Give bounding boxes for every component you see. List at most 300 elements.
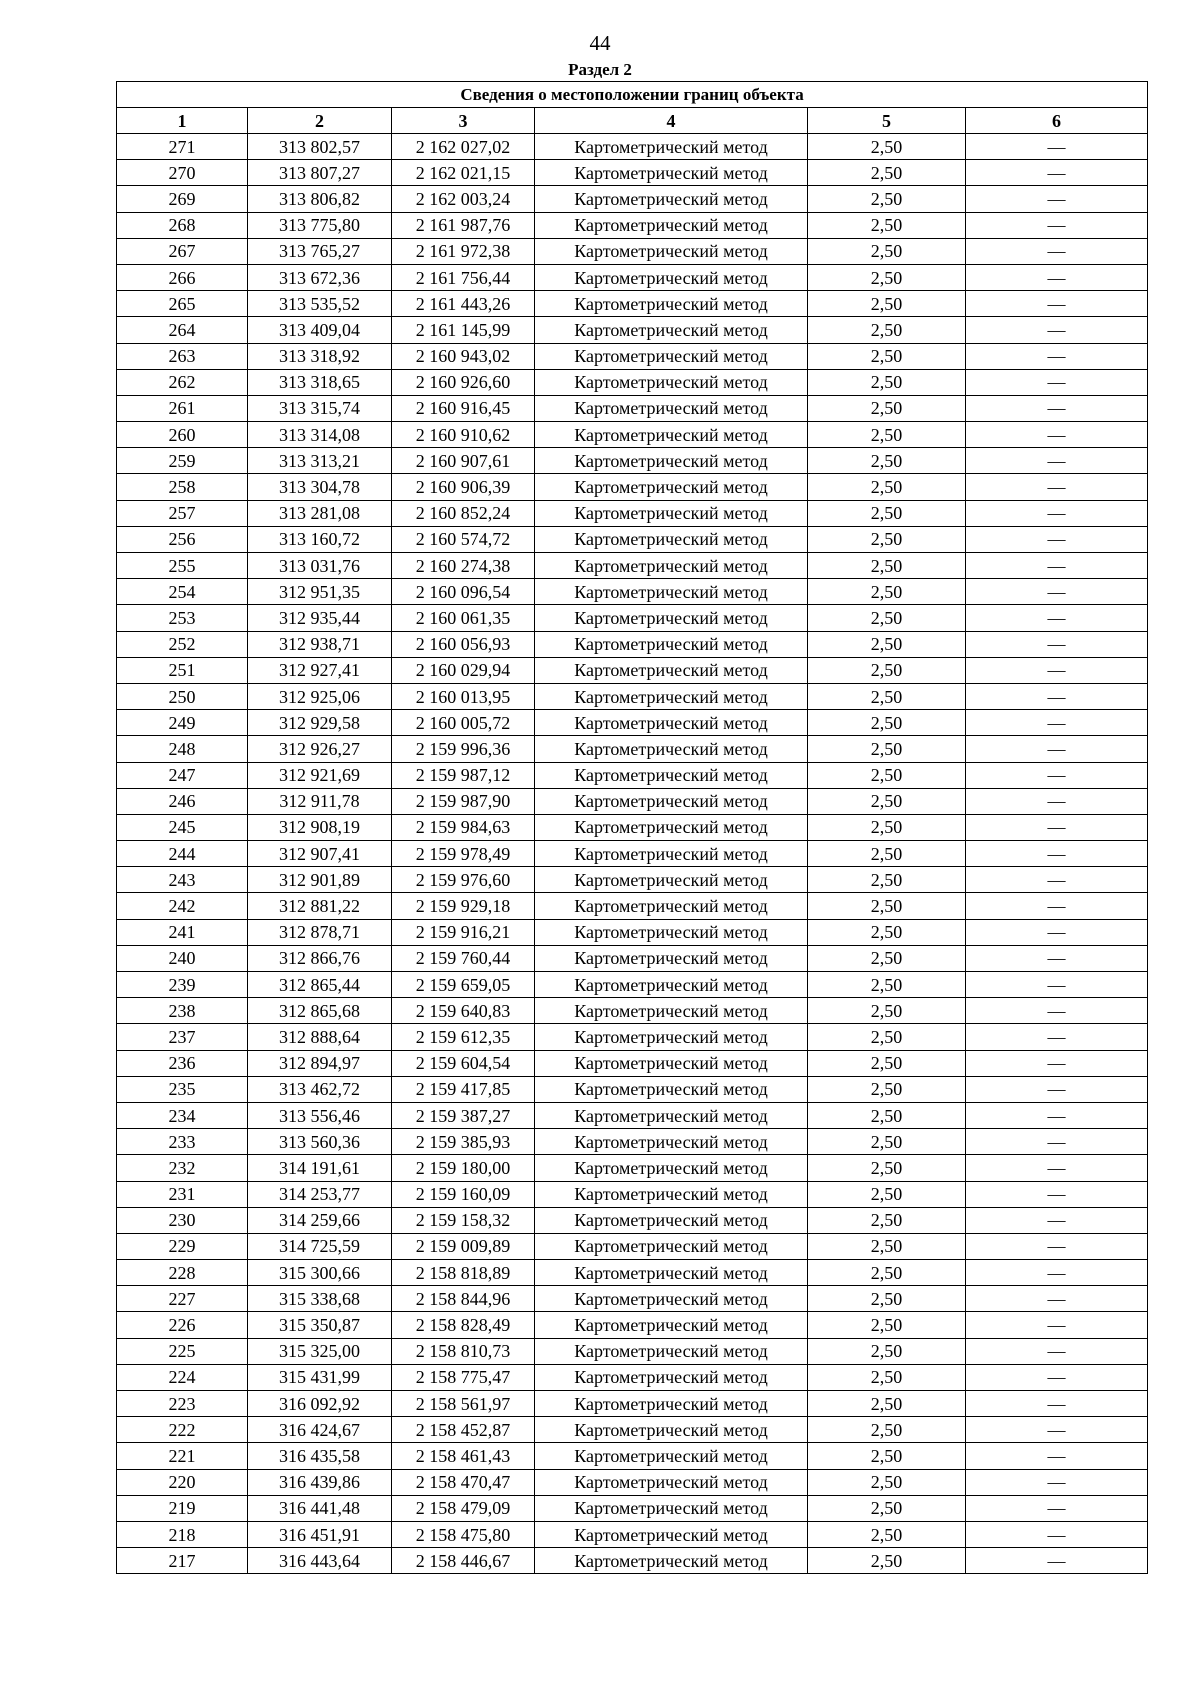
cell-coord-y: 2 160 926,60 bbox=[392, 369, 535, 395]
dash-mark: — bbox=[1047, 1131, 1066, 1152]
cell-accuracy: 2,50 bbox=[808, 212, 966, 238]
cell-accuracy: 2,50 bbox=[808, 422, 966, 448]
cell-point-number: 251 bbox=[117, 657, 248, 683]
cell-point-number: 218 bbox=[117, 1521, 248, 1547]
cell-accuracy: 2,50 bbox=[808, 1102, 966, 1128]
cell-accuracy: 2,50 bbox=[808, 998, 966, 1024]
cell-accuracy: 2,50 bbox=[808, 317, 966, 343]
cell-point-number: 258 bbox=[117, 474, 248, 500]
cell-coord-x: 312 908,19 bbox=[248, 814, 392, 840]
cell-point-number: 249 bbox=[117, 710, 248, 736]
cell-description bbox=[966, 1364, 1148, 1390]
cell-accuracy: 2,50 bbox=[808, 553, 966, 579]
table-row bbox=[117, 972, 1148, 998]
cell-description bbox=[966, 1181, 1148, 1207]
table-row bbox=[117, 631, 1148, 657]
cell-coord-y: 2 158 561,97 bbox=[392, 1391, 535, 1417]
cell-accuracy: 2,50 bbox=[808, 160, 966, 186]
table-row bbox=[117, 1233, 1148, 1259]
table-row bbox=[117, 867, 1148, 893]
dash-mark: — bbox=[1047, 319, 1066, 340]
cell-description bbox=[966, 1469, 1148, 1495]
cell-method: Картометрический метод bbox=[535, 1129, 808, 1155]
table-row bbox=[117, 1286, 1148, 1312]
table-row bbox=[117, 1024, 1148, 1050]
cell-method: Картометрический метод bbox=[535, 264, 808, 290]
cell-coord-x: 314 191,61 bbox=[248, 1155, 392, 1181]
table-row bbox=[117, 814, 1148, 840]
cell-accuracy: 2,50 bbox=[808, 1076, 966, 1102]
cell-accuracy: 2,50 bbox=[808, 134, 966, 160]
cell-description bbox=[966, 579, 1148, 605]
dash-mark: — bbox=[1047, 1053, 1066, 1074]
cell-description bbox=[966, 867, 1148, 893]
dash-mark: — bbox=[1047, 477, 1066, 498]
cell-accuracy: 2,50 bbox=[808, 395, 966, 421]
cell-point-number: 250 bbox=[117, 683, 248, 709]
cell-coord-x: 313 462,72 bbox=[248, 1076, 392, 1102]
table-row bbox=[117, 1364, 1148, 1390]
cell-accuracy: 2,50 bbox=[808, 1469, 966, 1495]
cell-description bbox=[966, 1260, 1148, 1286]
column-header-3: 3 bbox=[392, 108, 535, 134]
cell-method: Картометрический метод bbox=[535, 605, 808, 631]
cell-coord-y: 2 159 916,21 bbox=[392, 919, 535, 945]
cell-accuracy: 2,50 bbox=[808, 1443, 966, 1469]
table-row bbox=[117, 1521, 1148, 1547]
cell-accuracy: 2,50 bbox=[808, 1050, 966, 1076]
cell-method: Картометрический метод bbox=[535, 762, 808, 788]
cell-accuracy: 2,50 bbox=[808, 1129, 966, 1155]
dash-mark: — bbox=[1047, 948, 1066, 969]
cell-point-number: 224 bbox=[117, 1364, 248, 1390]
cell-accuracy: 2,50 bbox=[808, 683, 966, 709]
cell-description bbox=[966, 343, 1148, 369]
dash-mark: — bbox=[1047, 607, 1066, 628]
cell-description bbox=[966, 657, 1148, 683]
cell-coord-y: 2 160 852,24 bbox=[392, 500, 535, 526]
table-row bbox=[117, 553, 1148, 579]
cell-point-number: 259 bbox=[117, 448, 248, 474]
dash-mark: — bbox=[1047, 791, 1066, 812]
table-row bbox=[117, 998, 1148, 1024]
cell-point-number: 235 bbox=[117, 1076, 248, 1102]
cell-coord-y: 2 160 274,38 bbox=[392, 553, 535, 579]
cell-coord-y: 2 160 910,62 bbox=[392, 422, 535, 448]
dash-mark: — bbox=[1047, 1315, 1066, 1336]
cell-accuracy: 2,50 bbox=[808, 1521, 966, 1547]
cell-method: Картометрический метод bbox=[535, 1155, 808, 1181]
cell-accuracy: 2,50 bbox=[808, 1312, 966, 1338]
cell-accuracy: 2,50 bbox=[808, 1233, 966, 1259]
dash-mark: — bbox=[1047, 241, 1066, 262]
cell-coord-y: 2 159 978,49 bbox=[392, 841, 535, 867]
cell-point-number: 255 bbox=[117, 553, 248, 579]
dash-mark: — bbox=[1047, 1393, 1066, 1414]
cell-coord-y: 2 160 056,93 bbox=[392, 631, 535, 657]
cell-point-number: 234 bbox=[117, 1102, 248, 1128]
cell-coord-x: 312 901,89 bbox=[248, 867, 392, 893]
cell-coord-x: 312 938,71 bbox=[248, 631, 392, 657]
cell-point-number: 243 bbox=[117, 867, 248, 893]
cell-method: Картометрический метод bbox=[535, 1286, 808, 1312]
cell-coord-y: 2 159 760,44 bbox=[392, 945, 535, 971]
cell-point-number: 217 bbox=[117, 1548, 248, 1574]
cell-description bbox=[966, 212, 1148, 238]
cell-method: Картометрический метод bbox=[535, 841, 808, 867]
dash-mark: — bbox=[1047, 555, 1066, 576]
cell-coord-y: 2 158 775,47 bbox=[392, 1364, 535, 1390]
cell-description bbox=[966, 160, 1148, 186]
cell-coord-x: 313 765,27 bbox=[248, 238, 392, 264]
cell-method: Картометрический метод bbox=[535, 160, 808, 186]
cell-coord-y: 2 159 158,32 bbox=[392, 1207, 535, 1233]
cell-coord-x: 313 313,21 bbox=[248, 448, 392, 474]
cell-point-number: 228 bbox=[117, 1260, 248, 1286]
table-row bbox=[117, 1338, 1148, 1364]
cell-coord-x: 316 451,91 bbox=[248, 1521, 392, 1547]
cell-coord-x: 316 092,92 bbox=[248, 1391, 392, 1417]
cell-point-number: 225 bbox=[117, 1338, 248, 1364]
cell-coord-x: 312 907,41 bbox=[248, 841, 392, 867]
table-row bbox=[117, 1155, 1148, 1181]
cell-coord-x: 313 802,57 bbox=[248, 134, 392, 160]
cell-coord-x: 316 441,48 bbox=[248, 1495, 392, 1521]
cell-accuracy: 2,50 bbox=[808, 1338, 966, 1364]
cell-description bbox=[966, 1338, 1148, 1364]
cell-method: Картометрический метод bbox=[535, 893, 808, 919]
cell-coord-y: 2 160 013,95 bbox=[392, 683, 535, 709]
cell-coord-y: 2 159 929,18 bbox=[392, 893, 535, 919]
cell-point-number: 254 bbox=[117, 579, 248, 605]
table-row bbox=[117, 710, 1148, 736]
cell-description bbox=[966, 1129, 1148, 1155]
dash-mark: — bbox=[1047, 346, 1066, 367]
cell-method: Картометрический метод bbox=[535, 736, 808, 762]
cell-description bbox=[966, 238, 1148, 264]
cell-method: Картометрический метод bbox=[535, 683, 808, 709]
cell-coord-y: 2 160 005,72 bbox=[392, 710, 535, 736]
cell-coord-y: 2 160 096,54 bbox=[392, 579, 535, 605]
cell-point-number: 229 bbox=[117, 1233, 248, 1259]
cell-accuracy: 2,50 bbox=[808, 972, 966, 998]
cell-accuracy: 2,50 bbox=[808, 264, 966, 290]
dash-mark: — bbox=[1047, 660, 1066, 681]
cell-description bbox=[966, 1102, 1148, 1128]
cell-coord-x: 312 865,68 bbox=[248, 998, 392, 1024]
cell-accuracy: 2,50 bbox=[808, 1495, 966, 1521]
cell-accuracy: 2,50 bbox=[808, 762, 966, 788]
cell-coord-x: 312 878,71 bbox=[248, 919, 392, 945]
cell-coord-x: 312 881,22 bbox=[248, 893, 392, 919]
cell-coord-x: 316 443,64 bbox=[248, 1548, 392, 1574]
cell-accuracy: 2,50 bbox=[808, 736, 966, 762]
cell-coord-y: 2 160 916,45 bbox=[392, 395, 535, 421]
cell-coord-x: 312 935,44 bbox=[248, 605, 392, 631]
dash-mark: — bbox=[1047, 1419, 1066, 1440]
cell-method: Картометрический метод bbox=[535, 1521, 808, 1547]
dash-mark: — bbox=[1047, 503, 1066, 524]
dash-mark: — bbox=[1047, 712, 1066, 733]
cell-coord-x: 312 929,58 bbox=[248, 710, 392, 736]
cell-coord-x: 313 031,76 bbox=[248, 553, 392, 579]
cell-method: Картометрический метод bbox=[535, 1102, 808, 1128]
cell-point-number: 265 bbox=[117, 291, 248, 317]
cell-description bbox=[966, 683, 1148, 709]
cell-coord-x: 314 253,77 bbox=[248, 1181, 392, 1207]
cell-coord-y: 2 158 446,67 bbox=[392, 1548, 535, 1574]
cell-coord-y: 2 161 145,99 bbox=[392, 317, 535, 343]
dash-mark: — bbox=[1047, 1236, 1066, 1257]
dash-mark: — bbox=[1047, 1498, 1066, 1519]
cell-coord-y: 2 159 640,83 bbox=[392, 998, 535, 1024]
cell-coord-x: 312 926,27 bbox=[248, 736, 392, 762]
cell-coord-y: 2 158 452,87 bbox=[392, 1417, 535, 1443]
cell-description bbox=[966, 526, 1148, 552]
cell-coord-x: 312 894,97 bbox=[248, 1050, 392, 1076]
dash-mark: — bbox=[1047, 817, 1066, 838]
cell-coord-x: 313 281,08 bbox=[248, 500, 392, 526]
cell-description bbox=[966, 893, 1148, 919]
dash-mark: — bbox=[1047, 529, 1066, 550]
dash-mark: — bbox=[1047, 922, 1066, 943]
cell-method: Картометрический метод bbox=[535, 1312, 808, 1338]
column-header-4: 4 bbox=[535, 108, 808, 134]
cell-point-number: 221 bbox=[117, 1443, 248, 1469]
cell-description bbox=[966, 291, 1148, 317]
cell-description bbox=[966, 422, 1148, 448]
cell-coord-x: 316 424,67 bbox=[248, 1417, 392, 1443]
cell-coord-y: 2 158 828,49 bbox=[392, 1312, 535, 1338]
cell-point-number: 241 bbox=[117, 919, 248, 945]
cell-description bbox=[966, 919, 1148, 945]
table-row bbox=[117, 579, 1148, 605]
cell-point-number: 237 bbox=[117, 1024, 248, 1050]
cell-method: Картометрический метод bbox=[535, 369, 808, 395]
cell-description bbox=[966, 369, 1148, 395]
cell-coord-y: 2 160 907,61 bbox=[392, 448, 535, 474]
cell-coord-x: 312 888,64 bbox=[248, 1024, 392, 1050]
cell-coord-x: 313 556,46 bbox=[248, 1102, 392, 1128]
cell-description bbox=[966, 1155, 1148, 1181]
cell-method: Картометрический метод bbox=[535, 1076, 808, 1102]
cell-accuracy: 2,50 bbox=[808, 1260, 966, 1286]
cell-accuracy: 2,50 bbox=[808, 657, 966, 683]
cell-method: Картометрический метод bbox=[535, 500, 808, 526]
dash-mark: — bbox=[1047, 136, 1066, 157]
cell-method: Картометрический метод bbox=[535, 1495, 808, 1521]
cell-description bbox=[966, 448, 1148, 474]
cell-description bbox=[966, 1076, 1148, 1102]
table-row bbox=[117, 1312, 1148, 1338]
table-row bbox=[117, 395, 1148, 421]
cell-point-number: 264 bbox=[117, 317, 248, 343]
dash-mark: — bbox=[1047, 1262, 1066, 1283]
cell-method: Картометрический метод bbox=[535, 657, 808, 683]
cell-coord-x: 313 806,82 bbox=[248, 186, 392, 212]
table-row bbox=[117, 1181, 1148, 1207]
dash-mark: — bbox=[1047, 1210, 1066, 1231]
cell-coord-y: 2 159 976,60 bbox=[392, 867, 535, 893]
cell-point-number: 244 bbox=[117, 841, 248, 867]
dash-mark: — bbox=[1047, 1472, 1066, 1493]
cell-description bbox=[966, 736, 1148, 762]
cell-point-number: 240 bbox=[117, 945, 248, 971]
boundary-coordinates-table bbox=[116, 81, 1148, 1574]
cell-method: Картометрический метод bbox=[535, 1233, 808, 1259]
dash-mark: — bbox=[1047, 1105, 1066, 1126]
table-row bbox=[117, 1102, 1148, 1128]
cell-method: Картометрический метод bbox=[535, 134, 808, 160]
cell-accuracy: 2,50 bbox=[808, 343, 966, 369]
cell-point-number: 248 bbox=[117, 736, 248, 762]
cell-coord-x: 313 160,72 bbox=[248, 526, 392, 552]
cell-accuracy: 2,50 bbox=[808, 500, 966, 526]
cell-coord-y: 2 158 479,09 bbox=[392, 1495, 535, 1521]
table-row bbox=[117, 160, 1148, 186]
cell-coord-y: 2 161 756,44 bbox=[392, 264, 535, 290]
cell-coord-x: 316 435,58 bbox=[248, 1443, 392, 1469]
table-row bbox=[117, 1391, 1148, 1417]
cell-accuracy: 2,50 bbox=[808, 186, 966, 212]
cell-coord-y: 2 159 180,00 bbox=[392, 1155, 535, 1181]
cell-coord-y: 2 159 987,90 bbox=[392, 788, 535, 814]
cell-accuracy: 2,50 bbox=[808, 1548, 966, 1574]
cell-coord-x: 312 866,76 bbox=[248, 945, 392, 971]
cell-point-number: 257 bbox=[117, 500, 248, 526]
cell-method: Картометрический метод bbox=[535, 1207, 808, 1233]
cell-coord-x: 313 315,74 bbox=[248, 395, 392, 421]
cell-method: Картометрический метод bbox=[535, 448, 808, 474]
table-row bbox=[117, 788, 1148, 814]
cell-method: Картометрический метод bbox=[535, 1391, 808, 1417]
cell-coord-y: 2 159 385,93 bbox=[392, 1129, 535, 1155]
cell-accuracy: 2,50 bbox=[808, 1391, 966, 1417]
table-row bbox=[117, 422, 1148, 448]
cell-method: Картометрический метод bbox=[535, 317, 808, 343]
cell-description bbox=[966, 945, 1148, 971]
table-row bbox=[117, 369, 1148, 395]
dash-mark: — bbox=[1047, 1079, 1066, 1100]
cell-accuracy: 2,50 bbox=[808, 579, 966, 605]
cell-coord-y: 2 158 461,43 bbox=[392, 1443, 535, 1469]
cell-point-number: 227 bbox=[117, 1286, 248, 1312]
dash-mark: — bbox=[1047, 634, 1066, 655]
cell-description bbox=[966, 1233, 1148, 1259]
cell-point-number: 263 bbox=[117, 343, 248, 369]
cell-coord-y: 2 159 987,12 bbox=[392, 762, 535, 788]
cell-method: Картометрический метод bbox=[535, 553, 808, 579]
table-row bbox=[117, 1050, 1148, 1076]
table-row bbox=[117, 526, 1148, 552]
dash-mark: — bbox=[1047, 1550, 1066, 1571]
table-row bbox=[117, 212, 1148, 238]
cell-point-number: 242 bbox=[117, 893, 248, 919]
cell-accuracy: 2,50 bbox=[808, 1155, 966, 1181]
table-row bbox=[117, 683, 1148, 709]
cell-point-number: 267 bbox=[117, 238, 248, 264]
cell-coord-x: 314 725,59 bbox=[248, 1233, 392, 1259]
cell-accuracy: 2,50 bbox=[808, 1364, 966, 1390]
cell-coord-y: 2 159 604,54 bbox=[392, 1050, 535, 1076]
dash-mark: — bbox=[1047, 267, 1066, 288]
cell-coord-y: 2 159 612,35 bbox=[392, 1024, 535, 1050]
cell-point-number: 230 bbox=[117, 1207, 248, 1233]
cell-coord-x: 313 672,36 bbox=[248, 264, 392, 290]
cell-method: Картометрический метод bbox=[535, 972, 808, 998]
column-header-5: 5 bbox=[808, 108, 966, 134]
cell-description bbox=[966, 998, 1148, 1024]
cell-coord-x: 316 439,86 bbox=[248, 1469, 392, 1495]
cell-coord-x: 313 304,78 bbox=[248, 474, 392, 500]
dash-mark: — bbox=[1047, 738, 1066, 759]
cell-accuracy: 2,50 bbox=[808, 788, 966, 814]
table-row bbox=[117, 317, 1148, 343]
dash-mark: — bbox=[1047, 215, 1066, 236]
table-row bbox=[117, 238, 1148, 264]
dash-mark: — bbox=[1047, 1445, 1066, 1466]
cell-accuracy: 2,50 bbox=[808, 1024, 966, 1050]
cell-point-number: 245 bbox=[117, 814, 248, 840]
cell-description bbox=[966, 186, 1148, 212]
cell-coord-y: 2 159 984,63 bbox=[392, 814, 535, 840]
cell-coord-x: 313 314,08 bbox=[248, 422, 392, 448]
table-row bbox=[117, 134, 1148, 160]
column-header-6: 6 bbox=[966, 108, 1148, 134]
cell-method: Картометрический метод bbox=[535, 238, 808, 264]
cell-point-number: 231 bbox=[117, 1181, 248, 1207]
table-row bbox=[117, 1260, 1148, 1286]
cell-method: Картометрический метод bbox=[535, 579, 808, 605]
cell-description bbox=[966, 762, 1148, 788]
cell-method: Картометрический метод bbox=[535, 186, 808, 212]
table-row bbox=[117, 605, 1148, 631]
cell-coord-y: 2 158 818,89 bbox=[392, 1260, 535, 1286]
cell-method: Картометрический метод bbox=[535, 1469, 808, 1495]
cell-point-number: 262 bbox=[117, 369, 248, 395]
cell-accuracy: 2,50 bbox=[808, 1207, 966, 1233]
dash-mark: — bbox=[1047, 686, 1066, 707]
cell-coord-y: 2 159 417,85 bbox=[392, 1076, 535, 1102]
cell-coord-y: 2 162 027,02 bbox=[392, 134, 535, 160]
cell-coord-y: 2 159 160,09 bbox=[392, 1181, 535, 1207]
cell-method: Картометрический метод bbox=[535, 343, 808, 369]
cell-description bbox=[966, 553, 1148, 579]
dash-mark: — bbox=[1047, 1000, 1066, 1021]
cell-description bbox=[966, 814, 1148, 840]
cell-coord-x: 313 775,80 bbox=[248, 212, 392, 238]
cell-coord-x: 315 431,99 bbox=[248, 1364, 392, 1390]
table-body bbox=[117, 134, 1148, 1574]
cell-coord-y: 2 162 003,24 bbox=[392, 186, 535, 212]
cell-method: Картометрический метод bbox=[535, 1260, 808, 1286]
dash-mark: — bbox=[1047, 843, 1066, 864]
cell-method: Картометрический метод bbox=[535, 1548, 808, 1574]
dash-mark: — bbox=[1047, 188, 1066, 209]
cell-coord-y: 2 158 470,47 bbox=[392, 1469, 535, 1495]
cell-coord-x: 315 350,87 bbox=[248, 1312, 392, 1338]
table-row bbox=[117, 448, 1148, 474]
cell-coord-x: 312 925,06 bbox=[248, 683, 392, 709]
cell-coord-y: 2 160 029,94 bbox=[392, 657, 535, 683]
cell-accuracy: 2,50 bbox=[808, 841, 966, 867]
cell-coord-y: 2 158 475,80 bbox=[392, 1521, 535, 1547]
cell-coord-x: 313 560,36 bbox=[248, 1129, 392, 1155]
dash-mark: — bbox=[1047, 765, 1066, 786]
cell-accuracy: 2,50 bbox=[808, 526, 966, 552]
cell-coord-y: 2 159 996,36 bbox=[392, 736, 535, 762]
cell-point-number: 252 bbox=[117, 631, 248, 657]
